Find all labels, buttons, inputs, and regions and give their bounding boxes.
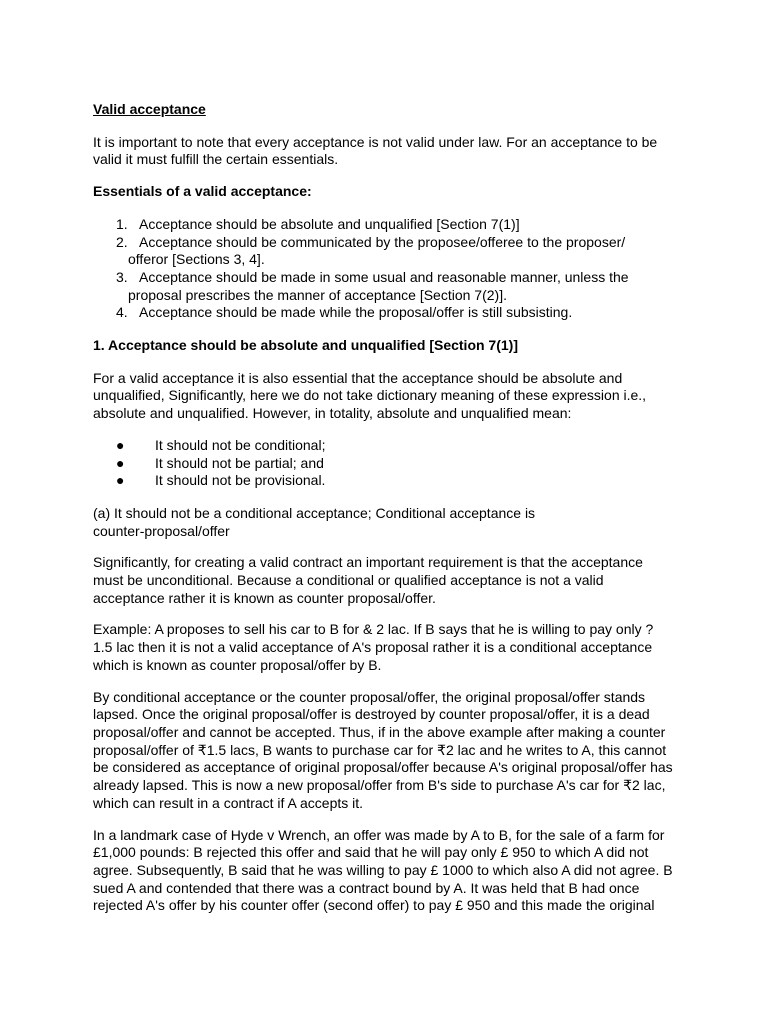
list-item-number: 4. (116, 304, 128, 321)
list-item-number: 1. (116, 215, 128, 232)
intro-paragraph: It is important to note that every acceptance is not valid under law. For an acceptance to be valid it must fulfill the certain essentials. (93, 133, 658, 168)
bullet-icon: ● (116, 472, 125, 489)
essentials-list (93, 216, 673, 322)
bullet-icon: ● (116, 436, 125, 453)
conditions-list (93, 437, 673, 490)
subsection-a-paragraph (93, 505, 673, 540)
list-item-text: Acceptance should be made while the proposal/offer is still subsisting. (139, 304, 573, 321)
hyde-v-wrench-paragraph: In a landmark case of Hyde v Wrench, an offer was made by A to B, for the sale of a farm for £1,000 pounds: B rejected this offer and said that he will pay only £ 950 to which A did not agree. Subsequently, B said that he was willing to pay £ 1000 to which also A did not agree. B sued A and contended that there was a contract bound by A. It was held that B had once rejected A's offer by his counter offer (second offer) to pay £ 950 and this made the original (93, 826, 673, 914)
section1-intro-paragraph: For a valid acceptance it is also essential that the acceptance should be absolute and unqualified, Significantly, here we do not take dictionary meaning of these expression i.e., absolute and unqualified. However, in totality, absolute and unqualified mean: (93, 369, 647, 422)
essentials-heading: Essentials of a valid acceptance: (93, 183, 312, 200)
example-paragraph: Example: A proposes to sell his car to B for & 2 lac. If B says that he is willing to pay only ? 1.5 lac then it is not a valid acceptance of A's proposal rather it is a conditional acceptance which is known as counter proposal/offer by B. (93, 621, 654, 673)
document-body (93, 101, 673, 929)
list-item-text: It should not be provisional. (155, 472, 326, 489)
list-item (93, 304, 673, 322)
list-item-number: 2. (116, 233, 128, 250)
conditional-acceptance-paragraph: By conditional acceptance or the counter proposal/offer, the original proposal/offer stands lapsed. Once the original proposal/offer is destroyed by counter proposal/offer, it is a dead proposal/offer and cannot be accepted. Thus, if in the above example after making a counter proposal/offer of ₹1.5 lacs, B wants to purchase car for ₹2 lac and he writes to A, this cannot be considered as acceptance of original proposal/offer because A's original proposal/offer has already lapsed. This is now a new proposal/offer from B's side to purchase A's car for ₹2 lac, which can result in a contract if A accepts it. (93, 688, 673, 811)
list-item-text: Acceptance should be communicated by the proposee/offeree to the proposer/ (139, 233, 626, 250)
list-item-text: It should not be partial; and (155, 454, 324, 471)
significantly-paragraph: Significantly, for creating a valid contract an important requirement is that the acceptance must be unconditional. Because a conditional or qualified acceptance is not a valid acceptance rather it is known as counter proposal/offer. (93, 554, 643, 606)
page-title: Valid acceptance (93, 101, 206, 117)
list-item (93, 216, 673, 234)
list-item (93, 234, 673, 269)
subsection-a-line1: (a) It should not be a conditional acceptance; Conditional acceptance is (93, 504, 536, 521)
list-item (93, 437, 673, 455)
list-item-text: Acceptance should be absolute and unqualified [Section 7(1)] (139, 215, 520, 232)
list-item-text: Acceptance should be made in some usual and reasonable manner, unless the (139, 268, 629, 285)
list-item-number: 3. (116, 268, 128, 285)
list-item (93, 269, 673, 304)
subsection-a-line2: counter-proposal/offer (93, 522, 230, 539)
list-item-text: It should not be conditional; (155, 436, 326, 453)
list-item-continuation: offeror [Sections 3, 4]. (128, 251, 265, 268)
bullet-icon: ● (116, 454, 125, 471)
list-item-continuation: proposal prescribes the manner of acceptance [Section 7(2)]. (128, 286, 507, 303)
section1-heading: 1. Acceptance should be absolute and unqualified [Section 7(1)] (93, 337, 518, 354)
list-item (93, 455, 673, 473)
list-item (93, 472, 673, 490)
